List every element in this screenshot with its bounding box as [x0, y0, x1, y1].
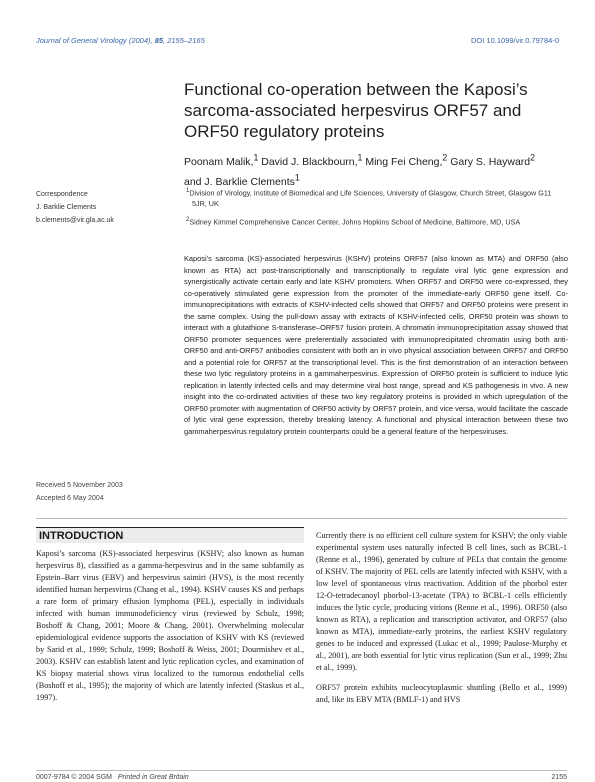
body-column-left [36, 548, 304, 760]
article-dates [36, 479, 123, 505]
footer-printed: Printed in Great Britain [117, 774, 189, 781]
correspondence-label: Correspondence [36, 191, 88, 198]
author-list [184, 149, 564, 190]
correspondence-block [36, 188, 114, 227]
body-column-right [316, 530, 567, 760]
body-paragraph: Currently there is no efficient cell culture system for KSHV; the only viable experimental system uses naturally infected B cell lines, such as BCBL-1 (Renne et al., 1996), generated by culture of PELs that contain the genome of KSHV. The majority of PEL cells are latently infected with KSHV, with a low level of spontaneous virus reactivation. Addition of the phorbol ester 12-O-tetradecanoyl phorbol-13-acetate (TPA) to BCBL-1 cells efficiently induces the lytic cycle, producing virions (Renne et al., 1996). ORF50 (also known as RTA), a replication and transcription activator, and ORF57 (also known as MTA), immediate-early proteins, the earliest KSHV regulatory genes to be induced and expressed (Lukac et al., 1999; Paulose-Murphy et al., 2001), are both essential for lytic virus replication (Sun et al., 1999; Zhu et al., 1999). [316, 531, 567, 672]
abstract: Kaposi’s sarcoma (KS)-associated herpesvirus (KSHV) proteins ORF57 (also known as MTA) and ORF50 (also known as RTA) act post-transcriptionally and transcriptionally to regulate viral lytic gene expression and synergistically activate certain early and late KSHV promoters. When ORF57 and ORF50 were co-expressed, they co-operatively stimulated gene expression from the promoter of the immediate-early ORF50 gene itself. Co-immunoprecipitations with extracts of KSHV-infected cells showed that ORF57 and ORF50 proteins were present in the same complex. Using the pull-down assay with extracts of KSHV-infected cells, ORF50 protein was shown to interact with a glutathione S-transferase–ORF57 fusion protein. A chromatin immunoprecipitation assay showed that ORF50 promoter sequences were preferentially associated with immunoprecipitated chromatin using both anti-ORF50 and anti-ORF57 antibodies consistent with both an in vivo physical association between ORF57 and ORF50 and a potential role for ORF57 at the transcriptional level. This is the first demonstration of an interaction between these two lytic regulatory proteins in a gammaherpesvirus. Expression of ORF50 protein is sufficient to induce lytic replication in latently infected cells and may determine viral host range, spread and KS pathogenesis in vivo. A new insight into the co-ordinated activities of these two key regulatory proteins is provided in which upregulation of the ORF50 promoter with augmentation of ORF50 activity by ORF57 protein, and vice versa, would facilitate the cascade of lytic viral gene expression, thereby breaking latency. A functional and physical interaction between these two gammaherpesvirus regulatory protein counterparts could be a general feature of the herpesviruses. [184, 254, 568, 436]
journal-name: Journal of General Virology [36, 36, 127, 45]
page-number: 2155 [551, 774, 567, 781]
journal-volume: 85 [154, 36, 164, 45]
article-title: Functional co-operation between the Kaposi’s sarcoma-associated herpesvirus ORF57 and ORF50 regulatory proteins [184, 80, 528, 141]
author: and J. Barklie Clements$^1$ [184, 172, 300, 188]
affiliation: $^1$Division of Virology, Institute of Biomedical and Life Sciences, University of Glasgow, Church Street, Glasgow G11 5JR, UK [186, 188, 552, 209]
doi[interactable]: DOI 10.1099/vir.0.79784-0 [471, 36, 559, 45]
correspondence-name: J. Barklie Clements [36, 204, 97, 211]
body-paragraph: Kaposi’s sarcoma (KS)-associated herpesvirus (KSHV; also known as human herpesvirus 8), classified as a gamma-herpesvirus and in the same subfamily as Epstein–Barr virus (EBV) and herpesvirus saimiri (HVS), is the most recently identified human herpesvirus (Chang et al., 1994). KSHV causes KS and perhaps a rare form of primary effusion lymphoma (PEL), especially in individuals infected with human immunodeficiency virus (reviewed by Schulz, 1998; Boshoff & Chang, 2001; Moore & Chang, 2001). Overwhelming molecular epidemiological evidence supports the association of KSHV with KS (reviewed by Sarid et al., 1999; Schulz, 1999; Boshoff & Weiss, 2001; Dourmishev et al., 2003). KSHV can establish latent and lytic replication cycles, and examination of KS biopsy material shows virus localized to the tumorous endothelial cells (Boshoff et al., 1995); the majority of which are latently infected (Staskus et al., 1997). [36, 549, 304, 702]
footer-copyright: 0007-9784 © 2004 SGM Printed in Great Britain [36, 774, 189, 781]
section-divider [36, 518, 567, 519]
journal-pages: , 2155–2165 [163, 36, 205, 45]
footer-divider [36, 770, 567, 771]
body-paragraph: ORF57 protein exhibits nucleocytoplasmic shuttling (Bello et al., 1999) and, like its EBV MTA (BMLF-1) and HVS [316, 683, 567, 704]
section-heading-introduction: INTRODUCTION [36, 527, 304, 543]
affiliation: $^2$Sidney Kimmel Comprehensive Cancer Center, Johns Hopkins School of Medicine, Baltimore, MD, USA [186, 217, 521, 227]
author: Ming Fei Cheng,$^2$ [365, 152, 448, 168]
author: David J. Blackbourn,$^1$ [261, 152, 363, 168]
affiliations [184, 186, 568, 234]
journal-citation [36, 36, 205, 45]
author: Poonam Malik,$^1$ [184, 152, 259, 168]
accepted-date: Accepted 6 May 2004 [36, 495, 104, 502]
correspondence-email[interactable]: b.clements@vir.gla.ac.uk [36, 217, 114, 224]
received-date: Received 5 November 2003 [36, 482, 123, 489]
author: Gary S. Hayward$^2$ [450, 152, 536, 168]
journal-year: (2004), [126, 36, 155, 45]
